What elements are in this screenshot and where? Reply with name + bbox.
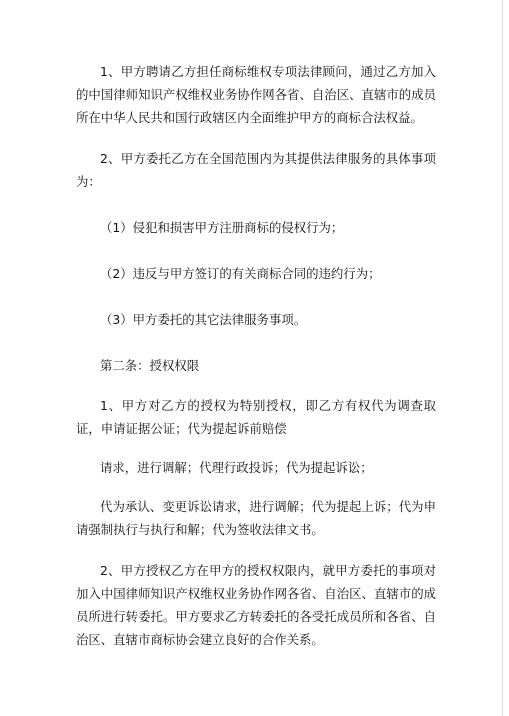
paragraph-10: 2、甲方授权乙方在甲方的授权权限内，就甲方委托的事项对加入中国律师知识产权维权业务协作网各省、自治区、直辖市的成员所进行转委托。甲方要求乙方转委托的各受托成员所和各省、自治区、直辖市商标协会建立良好的合作关系。 <box>76 563 436 647</box>
section-heading: 第二条：授权权限 <box>100 358 200 373</box>
page-edge-divider <box>502 0 503 716</box>
paragraph-9: 代为承认、变更诉讼请求，进行调解；代为提起上诉；代为申请强制执行与执行和解；代为签收法律文书。 <box>76 499 436 537</box>
document-body <box>76 60 436 669</box>
paragraph-8: 请求，进行调解；代理行政投诉；代为提起诉讼； <box>100 460 373 475</box>
paragraph-3: （1）侵犯和损害甲方注册商标的侵权行为； <box>100 220 344 235</box>
paragraph-1: 1、甲方聘请乙方担任商标维权专项法律顾问，通过乙方加入的中国律师知识产权维权业务协作网各省、自治区、直辖市的成员所在中华人民共和国行政辖区内全面维护甲方的商标合法权益。 <box>76 64 436 125</box>
paragraph-4: （2）违反与甲方签订的有关商标合同的违约行为； <box>100 266 381 281</box>
paragraph-5: （3）甲方委托的其它法律服务事项。 <box>100 312 307 327</box>
paragraph-7: 1、甲方对乙方的授权为特别授权，即乙方有权代为调查取证，申请证据公证；代为提起诉前赔偿 <box>76 398 436 436</box>
paragraph-2: 2、甲方委托乙方在全国范围内为其提供法律服务的具体事项为： <box>76 151 436 189</box>
